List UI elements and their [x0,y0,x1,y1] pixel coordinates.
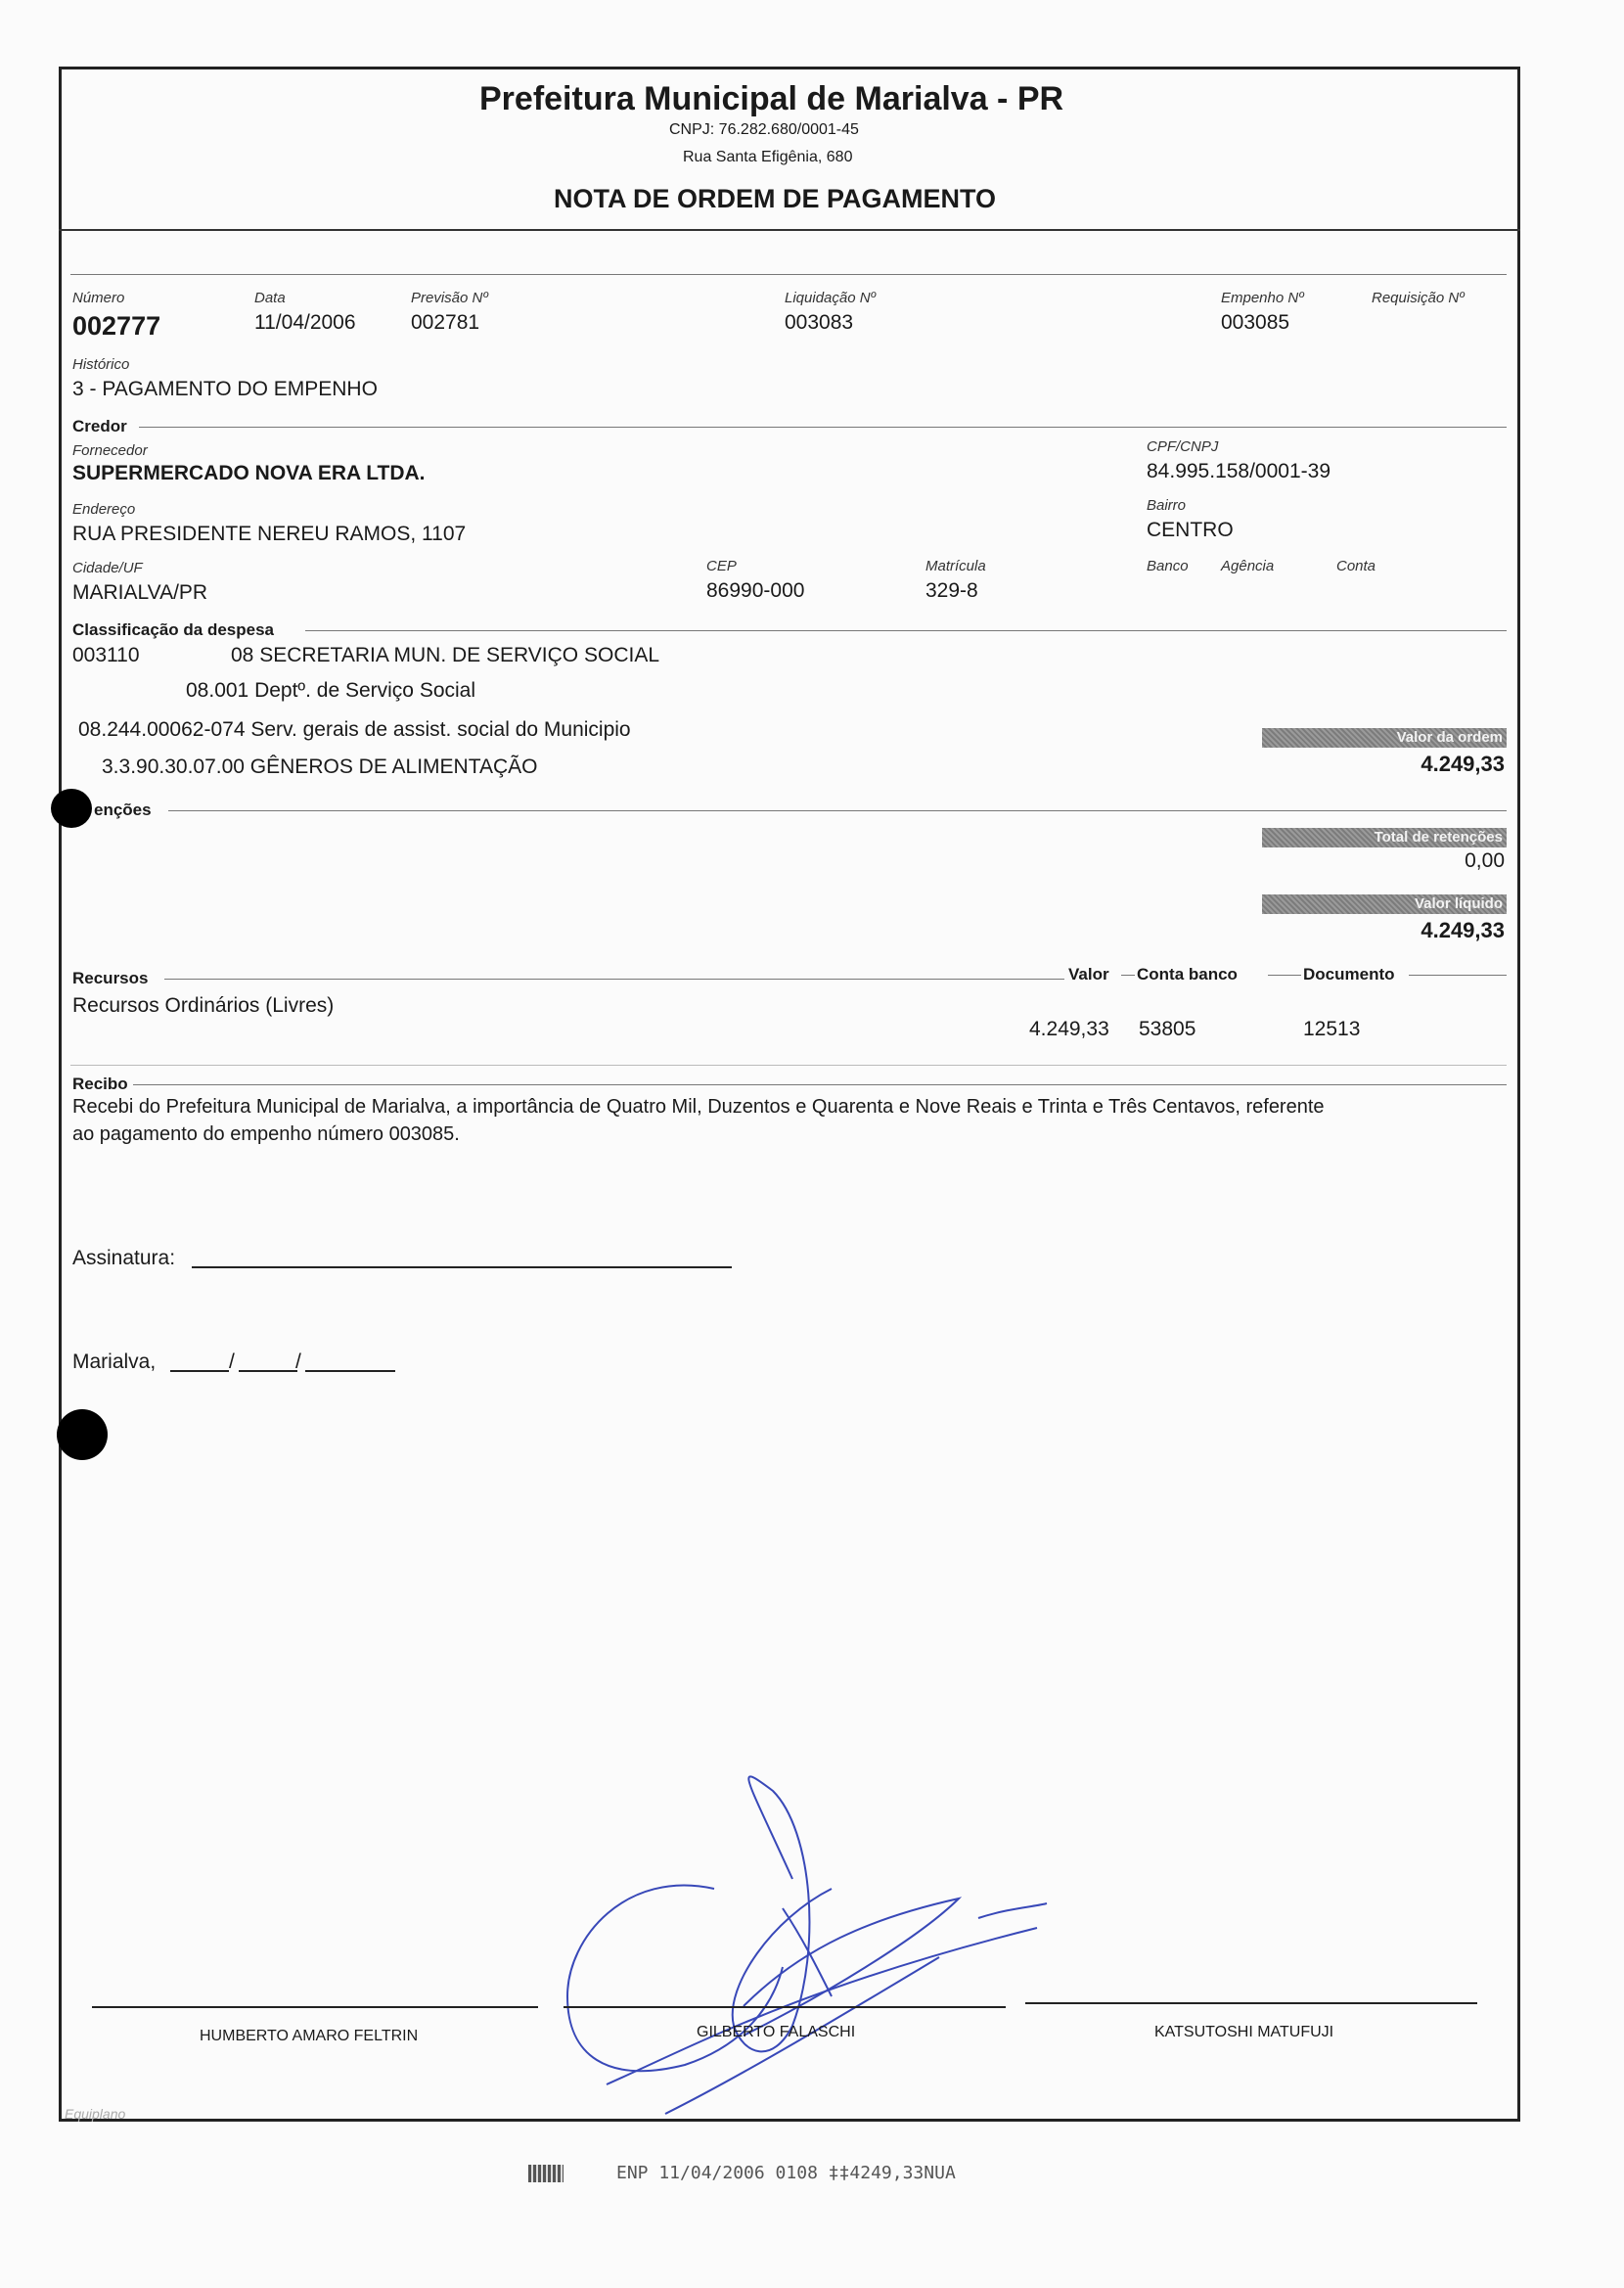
recursos-valor-header: Valor [1068,965,1109,984]
agencia-label: Agência [1221,558,1275,574]
historico-label: Histórico [72,356,130,373]
signatory-1: HUMBERTO AMARO FELTRIN [200,2028,419,2044]
recibo-section: Recibo [72,1075,128,1093]
matricula-value: 329-8 [925,579,978,602]
bairro-label: Bairro [1147,497,1187,514]
secretaria-value: 08 SECRETARIA MUN. DE SERVIÇO SOCIAL [231,644,660,666]
recursos-descricao: Recursos Ordinários (Livres) [72,994,335,1017]
fornecedor-label: Fornecedor [72,442,148,459]
fornecedor-value: SUPERMERCADO NOVA ERA LTDA. [72,462,426,484]
address-line: Rua Santa Efigênia, 680 [683,149,853,165]
header-divider [59,229,1520,231]
recursos-conta: 53805 [1139,1018,1196,1040]
divider [70,1065,1507,1066]
programa-value: 08.244.00062-074 Serv. gerais de assist. social do Municipio [78,718,631,741]
endereco-value: RUA PRESIDENTE NEREU RAMOS, 1107 [72,523,467,545]
requisicao-label: Requisição Nº [1372,290,1465,306]
signature-line [564,2006,1006,2008]
divider [1268,975,1301,976]
retencoes-section: enções [94,801,152,819]
valor-liquido-value: 4.249,33 [1421,918,1505,942]
credor-section: Credor [72,417,127,435]
empenho-value: 003085 [1221,311,1290,334]
signatory-2: GILBERTO FALASCHI [697,2024,856,2040]
assinatura-line [192,1266,732,1268]
software-brand: Equiplano [65,2106,126,2122]
valor-ordem-bar [1262,728,1507,748]
recursos-conta-header: Conta banco [1137,965,1238,984]
previsao-value: 002781 [411,311,480,334]
liquidacao-value: 003083 [785,311,854,334]
classificacao-section: Classificação da despesa [72,620,275,639]
total-retencoes-label: Total de retenções [1374,829,1503,846]
recibo-text-line-2: ao pagamento do empenho número 003085. [72,1123,460,1145]
historico-value: 3 - PAGAMENTO DO EMPENHO [72,378,378,400]
total-retencoes-value: 0,00 [1465,849,1505,872]
numero-label: Número [72,290,125,306]
conta-label: Conta [1336,558,1376,574]
liquidacao-label: Liquidação Nº [785,290,877,306]
total-retencoes-bar [1262,828,1507,847]
date-month-line [239,1370,297,1372]
signatory-3: KATSUTOSHI MATUFUJI [1154,2024,1334,2040]
cnpj-line: CNPJ: 76.282.680/0001-45 [669,121,859,138]
ink-blot [51,789,92,828]
departamento-value: 08.001 Deptº. de Serviço Social [186,679,476,702]
ink-blot [57,1409,108,1460]
date-year-line [305,1370,395,1372]
valor-liquido-label: Valor líquido [1414,895,1503,912]
valor-liquido-bar [1262,894,1507,914]
divider [168,810,1507,811]
cidade-value: MARIALVA/PR [72,581,208,604]
numero-value: 002777 [72,311,161,341]
signature-line [92,2006,538,2008]
banco-label: Banco [1147,558,1189,574]
data-value: 11/04/2006 [254,311,356,334]
divider [70,274,1507,275]
handwritten-signature [548,1771,1057,2143]
classificacao-code: 003110 [72,644,140,666]
document-title: NOTA DE ORDEM DE PAGAMENTO [554,184,997,213]
date-slash: / [295,1350,301,1373]
data-label: Data [254,290,286,306]
barcode-mark [528,2165,564,2182]
divider [133,1084,1507,1085]
recursos-valor: 4.249,33 [1029,1018,1109,1040]
valor-ordem-label: Valor da ordem [1396,729,1503,746]
cpf-label: CPF/CNPJ [1147,438,1219,455]
recursos-documento: 12513 [1303,1018,1361,1040]
cpf-value: 84.995.158/0001-39 [1147,460,1331,482]
footer-stamp: ENP 11/04/2006 0108 ‡‡4249,33NUA [616,2163,956,2183]
divider [1121,975,1135,976]
local-label: Marialva, [72,1350,157,1373]
recursos-documento-header: Documento [1303,965,1395,984]
date-slash: / [229,1350,235,1373]
recursos-section: Recursos [72,969,149,987]
empenho-label: Empenho Nº [1221,290,1304,306]
signature-line [1025,2002,1477,2004]
recibo-text-line-1: Recebi do Prefeitura Municipal de Marialva, a importância de Quatro Mil, Duzentos e Quarenta e Nove Reais e Trinta e Três Centavos, referente [72,1096,1325,1118]
matricula-label: Matrícula [925,558,986,574]
cep-value: 86990-000 [706,579,805,602]
cep-label: CEP [706,558,737,574]
divider [305,630,1507,631]
assinatura-label: Assinatura: [72,1247,176,1269]
divider [1409,975,1507,976]
municipality-title: Prefeitura Municipal de Marialva - PR [479,80,1064,117]
valor-ordem-value: 4.249,33 [1421,752,1505,776]
date-day-line [170,1370,229,1372]
endereco-label: Endereço [72,501,136,518]
cidade-label: Cidade/UF [72,560,143,576]
elemento-value: 3.3.90.30.07.00 GÊNEROS DE ALIMENTAÇÃO [102,755,538,778]
bairro-value: CENTRO [1147,519,1234,541]
previsao-label: Previsão Nº [411,290,488,306]
divider [139,427,1507,428]
divider [164,979,1064,980]
